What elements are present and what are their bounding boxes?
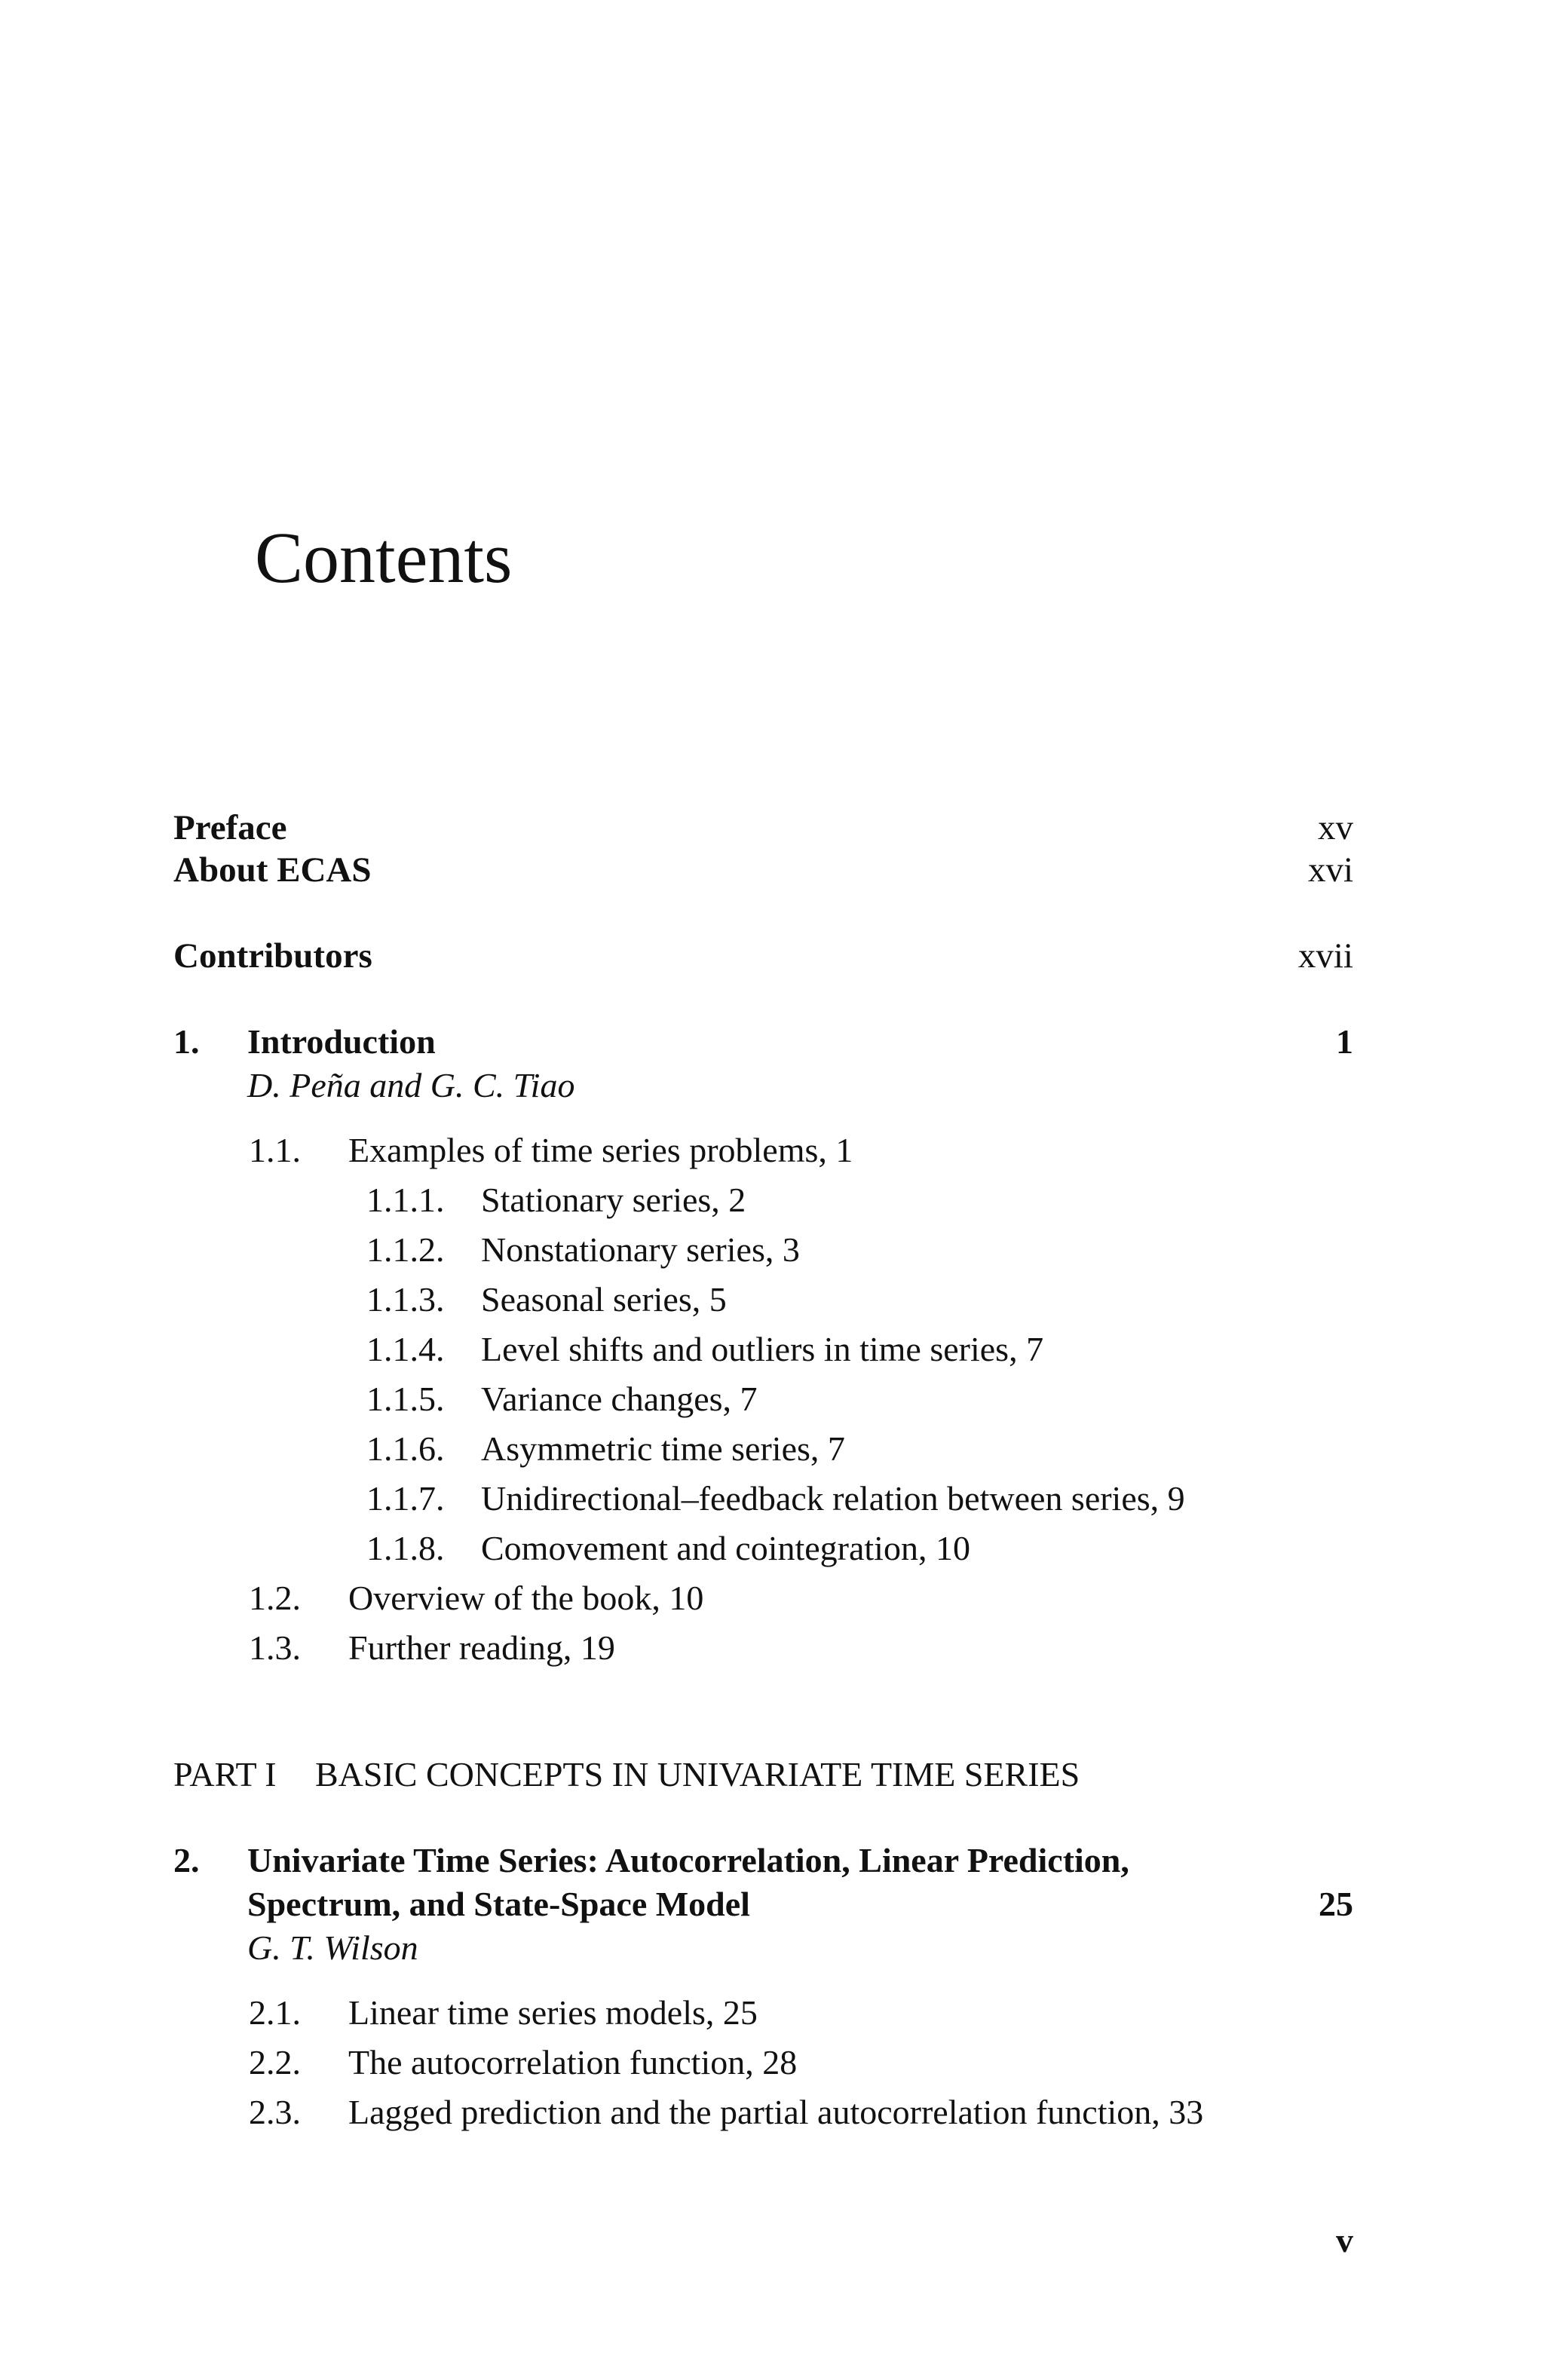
subsection-number: 1.1.3. [366,1280,445,1319]
toc-label-preface[interactable]: Preface [173,808,287,847]
toc-page-about: xvi [1307,850,1353,890]
subsection-number: 1.1.8. [366,1529,445,1567]
subsection-title[interactable]: Stationary series, 2 [481,1181,746,1219]
subsection-title[interactable]: Asymmetric time series, 7 [481,1429,845,1468]
subsection-number: 1.1.6. [366,1429,445,1468]
chapter-2-number: 2. [173,1841,200,1879]
chapter-1-page: 1 [1336,1022,1353,1061]
subsection-title[interactable]: Unidirectional–feedback relation between series, 9 [481,1479,1185,1518]
section-title[interactable]: Lagged prediction and the partial autocorrelation function, 33 [348,2093,1204,2131]
section-title[interactable]: Linear time series models, 25 [348,1993,758,2032]
section-number: 2.3. [249,2093,301,2131]
chapter-2-page: 25 [1319,1885,1353,1923]
part-label: PART I [173,1755,277,1793]
page-title: Contents [255,517,513,598]
section-number: 2.1. [249,1993,301,2032]
section-number: 1.3. [249,1628,301,1667]
page-number: v [1336,2221,1353,2259]
section-title[interactable]: The autocorrelation function, 28 [348,2043,798,2081]
toc-page-preface: xv [1318,808,1353,847]
chapter-2-title-line-1[interactable]: Univariate Time Series: Autocorrelation, Linear Prediction, [247,1841,1129,1879]
section-number: 2.2. [249,2043,301,2081]
toc-page-contributors: xvii [1297,936,1353,976]
toc-label-contributors[interactable]: Contributors [173,936,372,976]
section-title[interactable]: Examples of time series problems, 1 [348,1131,853,1169]
chapter-2-authors: G. T. Wilson [247,1928,418,1967]
subsection-number: 1.1.2. [366,1230,445,1269]
subsection-title[interactable]: Comovement and cointegration, 10 [481,1529,970,1567]
subsection-number: 1.1.1. [366,1181,445,1219]
subsection-number: 1.1.4. [366,1330,445,1368]
chapter-2-title-line-2[interactable]: Spectrum, and State-Space Model [247,1885,750,1923]
part-title[interactable]: BASIC CONCEPTS IN UNIVARIATE TIME SERIES [315,1755,1080,1793]
section-number: 1.2. [249,1579,301,1617]
section-number: 1.1. [249,1131,301,1169]
toc-label-about[interactable]: About ECAS [173,850,372,890]
subsection-number: 1.1.7. [366,1479,445,1518]
section-title[interactable]: Further reading, 19 [348,1628,615,1667]
chapter-1-title[interactable]: Introduction [247,1022,436,1061]
section-title[interactable]: Overview of the book, 10 [348,1579,704,1617]
subsection-number: 1.1.5. [366,1380,445,1418]
subsection-title[interactable]: Level shifts and outliers in time series, 7 [481,1330,1044,1368]
chapter-1-authors: D. Peña and G. C. Tiao [247,1066,575,1104]
subsection-title[interactable]: Seasonal series, 5 [481,1280,727,1319]
subsection-title[interactable]: Variance changes, 7 [481,1380,758,1418]
chapter-1-number: 1. [173,1022,200,1061]
subsection-title[interactable]: Nonstationary series, 3 [481,1230,800,1269]
